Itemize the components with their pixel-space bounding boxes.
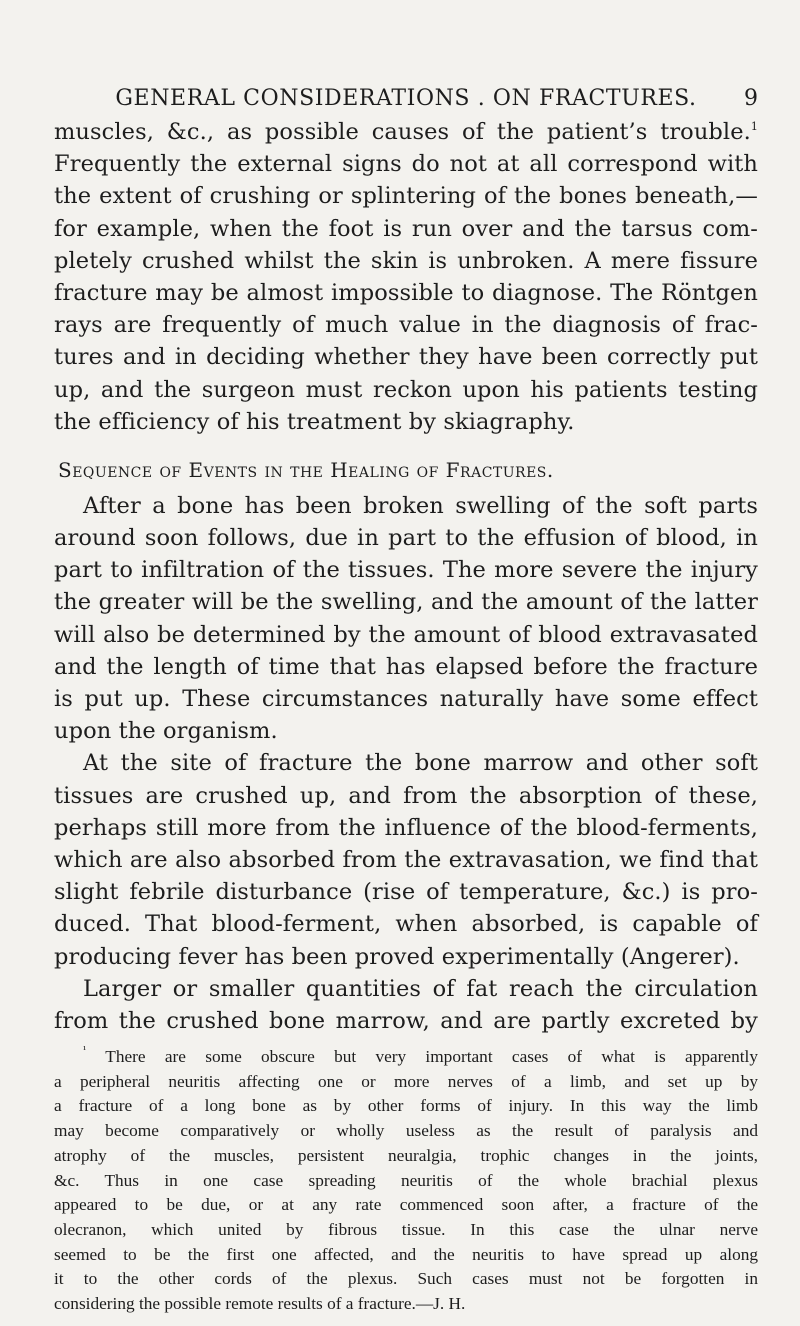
text-line: from the crushed bone marrow, and are partly excreted by <box>54 1007 758 1034</box>
footnote-line: seemed to be the first one affected, and the neuritis to have spread up along <box>54 1244 758 1264</box>
text-line: for example, when the foot is run over and the tarsus com- <box>54 215 758 242</box>
running-title: GENERAL CONSIDERATIONS . ON FRACTURES. <box>115 86 697 111</box>
text-line: part to infiltration of the tissues. The more severe the injury <box>54 557 758 584</box>
body-text <box>54 116 758 1317</box>
text-line: will also be determined by the amount of blood extravasated <box>54 621 758 648</box>
text-line: the extent of crushing or splintering of the bones beneath,— <box>54 183 758 210</box>
text-line: which are also absorbed from the extravasation, we find that <box>54 846 758 873</box>
text-line: muscles, &c., as possible causes of the patient’s trouble.$^1$ <box>54 119 758 145</box>
text-line: up, and the surgeon must reckon upon his patients testing <box>54 376 758 403</box>
footnote-line: appeared to be due, or at any rate commenced soon after, a fracture of the <box>54 1195 758 1215</box>
text-line: Larger or smaller quantities of fat reach the circulation <box>83 975 758 1002</box>
text-line: upon the organism. <box>54 718 278 745</box>
text-line: the efficiency of his treatment by skiagraphy. <box>54 408 575 435</box>
text-line: tissues are crushed up, and from the absorption of these, <box>54 782 758 809</box>
text-line: fracture may be almost impossible to diagnose. The Röntgen <box>54 279 758 306</box>
text-line: rays are frequently of much value in the diagnosis of frac- <box>54 312 758 339</box>
footnote-marker: ¹ <box>83 1044 87 1057</box>
paragraph-diagnosis <box>54 116 758 438</box>
text-line: perhaps still more from the influence of the blood-ferments, <box>54 814 758 841</box>
text-line: and the length of time that has elapsed before the fracture <box>54 653 758 680</box>
text-line: At the site of fracture the bone marrow and other soft <box>83 750 758 777</box>
text-line: duced. That blood-ferment, when absorbed, is capable of <box>54 911 758 938</box>
footnote-reference: 1 <box>750 120 758 133</box>
paragraph-swelling <box>54 490 758 748</box>
text-line: producing fever has been proved experimentally (Angerer). <box>54 943 740 970</box>
paragraph-fat <box>54 973 758 1037</box>
footnote-line: considering the possible remote results of a fracture.—J. H. <box>54 1293 466 1313</box>
footnote-line: a fracture of a long bone as by other forms of injury. In this way the limb <box>54 1096 758 1116</box>
paragraph-fever <box>54 747 758 972</box>
section-heading: Sequence of Events in the Healing of Fractures. <box>58 457 554 482</box>
footnote-line: a peripheral neuritis affecting one or more nerves of a limb, and set up by <box>54 1071 758 1091</box>
footnote-line: $^{^1}$ There are some obscure but very important cases of what is apparently <box>83 1044 758 1067</box>
footnote-line: &c. Thus in one case spreading neuritis of the whole brachial plexus <box>54 1170 758 1190</box>
text-line: around soon follows, due in part to the effusion of blood, in <box>54 525 758 552</box>
text-line: is put up. These circumstances naturally have some effect <box>54 686 758 712</box>
text-line: slight febrile disturbance (rise of temperature, &c.) is pro- <box>54 879 758 906</box>
footnote-line: may become comparatively or wholly useless as the result of paralysis and <box>54 1121 758 1141</box>
text-line: After a bone has been broken swelling of the soft parts <box>83 492 758 519</box>
footnote-line: olecranon, which united by fibrous tissue. In this case the ulnar nerve <box>54 1219 758 1239</box>
footnote-line: it to the other cords of the plexus. Such cases must not be forgotten in <box>54 1269 758 1289</box>
text-line: pletely crushed whilst the skin is unbroken. A mere fissure <box>54 247 758 274</box>
footnote <box>54 1045 758 1317</box>
page-number: 9 <box>744 86 758 111</box>
text-line: Frequently the external signs do not at all correspond with <box>54 151 758 178</box>
text-line: tures and in deciding whether they have been correctly put <box>54 344 758 371</box>
text-line: the greater will be the swelling, and the amount of the latter <box>54 589 758 616</box>
footnote-line: atrophy of the muscles, persistent neuralgia, trophic changes in the joints, <box>54 1145 758 1165</box>
